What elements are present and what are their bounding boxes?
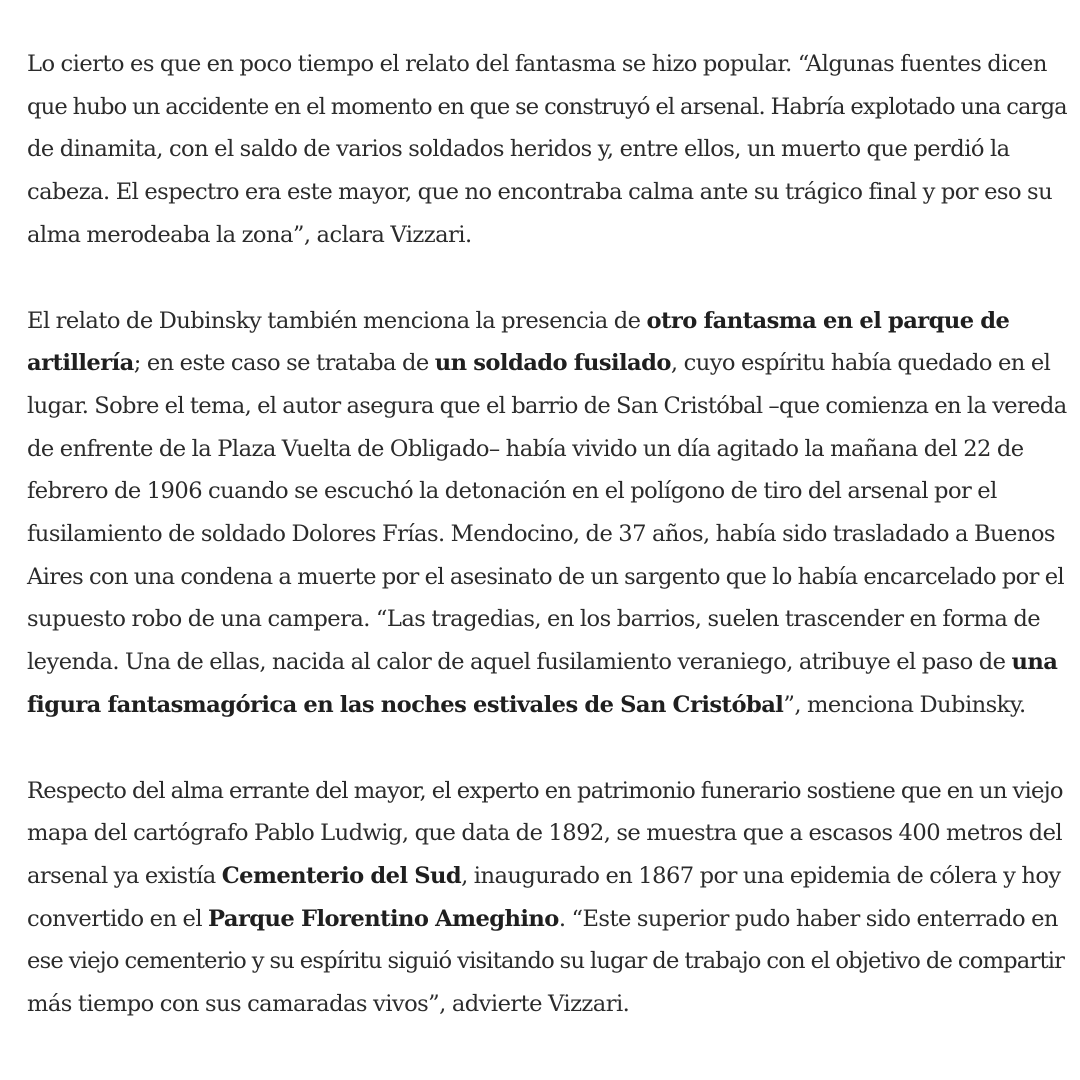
text-line: Lo cierto es que en poco tiempo el relato del fantasma se hizo popular. “Algunas fuentes dicen bbox=[27, 51, 1047, 77]
text-run: ; en este caso se trataba de bbox=[133, 350, 435, 377]
text-line: ese viejo cementerio y su espíritu siguió visitando su lugar de trabajo con el objetivo de compartir bbox=[27, 948, 1065, 975]
text-line: de enfrente de la Plaza Vuelta de Obligado– había vivido un día agitado la mañana del 22 de bbox=[27, 435, 1024, 462]
paragraph-3 bbox=[27, 770, 1067, 1026]
text-line: lugar. Sobre el tema, el autor asegura que el barrio de San Cristóbal –que comienza en la vereda bbox=[27, 392, 1067, 419]
text-line: cabeza. El espectro era este mayor, que no encontraba calma ante su trágico final y por eso su bbox=[27, 179, 1053, 206]
text-line bbox=[27, 898, 1067, 941]
text-line: febrero de 1906 cuando se escuchó la detonación en el polígono de tiro del arsenal por el bbox=[27, 478, 997, 505]
text-line: más tiempo con sus camaradas vivos”, advierte Vizzari. bbox=[27, 991, 630, 1018]
text-line: supuesto robo de una campera. “Las tragedias, en los barrios, suelen trascender en forma de bbox=[27, 606, 1041, 633]
bold-phrase: Parque Florentino Ameghino bbox=[208, 905, 559, 932]
bold-phrase: artillería bbox=[27, 350, 134, 377]
text-line bbox=[27, 342, 1067, 385]
article-body bbox=[27, 43, 1067, 1069]
text-line: alma merodeaba la zona”, aclara Vizzari. bbox=[27, 221, 472, 248]
text-run: El relato de Dubinsky también menciona la presencia de bbox=[27, 307, 647, 334]
bold-phrase: otro fantasma en el parque de bbox=[646, 307, 1010, 334]
text-line: Respecto del alma errante del mayor, el experto en patrimonio funerario sostiene que en un viejo bbox=[27, 777, 1063, 804]
bold-phrase: figura fantasmagórica en las noches estivales de San Cristóbal bbox=[27, 691, 784, 718]
text-run: , cuyo espíritu había quedado en el bbox=[670, 350, 1051, 377]
text-line: que hubo un accidente en el momento en que se construyó el arsenal. Habría explotado una carga bbox=[27, 93, 1067, 120]
text-line bbox=[27, 684, 1067, 727]
text-line bbox=[27, 855, 1067, 898]
paragraph-2 bbox=[27, 300, 1067, 727]
text-line bbox=[27, 300, 1067, 343]
bold-phrase: una bbox=[1011, 649, 1058, 676]
text-run: convertido en el bbox=[27, 905, 209, 932]
text-run: arsenal ya existía bbox=[27, 862, 222, 889]
text-run: leyenda. Una de ellas, nacida al calor de aquel fusilamiento veraniego, atribuye el paso de bbox=[27, 649, 1012, 676]
text-line bbox=[27, 641, 1067, 684]
text-line: Aires con una condena a muerte por el asesinato de un sargento que lo había encarcelado por el bbox=[27, 563, 1064, 590]
text-line: mapa del cartógrafo Pablo Ludwig, que data de 1892, se muestra que a escasos 400 metros del bbox=[27, 820, 1063, 847]
text-line: de dinamita, con el saldo de varios soldados heridos y, entre ellos, un muerto que perdió la bbox=[27, 136, 1010, 163]
text-line: fusilamiento de soldado Dolores Frías. Mendocino, de 37 años, había sido trasladado a Buenos bbox=[27, 521, 1055, 548]
bold-phrase: Cementerio del Sud bbox=[221, 862, 462, 889]
text-run: . “Este superior pudo haber sido enterrado en bbox=[558, 905, 1058, 932]
paragraph-1 bbox=[27, 43, 1067, 257]
text-run: ”, menciona Dubinsky. bbox=[783, 691, 1026, 718]
bold-phrase: un soldado fusilado bbox=[434, 350, 671, 377]
text-run: , inaugurado en 1867 por una epidemia de cólera y hoy bbox=[461, 862, 1061, 889]
